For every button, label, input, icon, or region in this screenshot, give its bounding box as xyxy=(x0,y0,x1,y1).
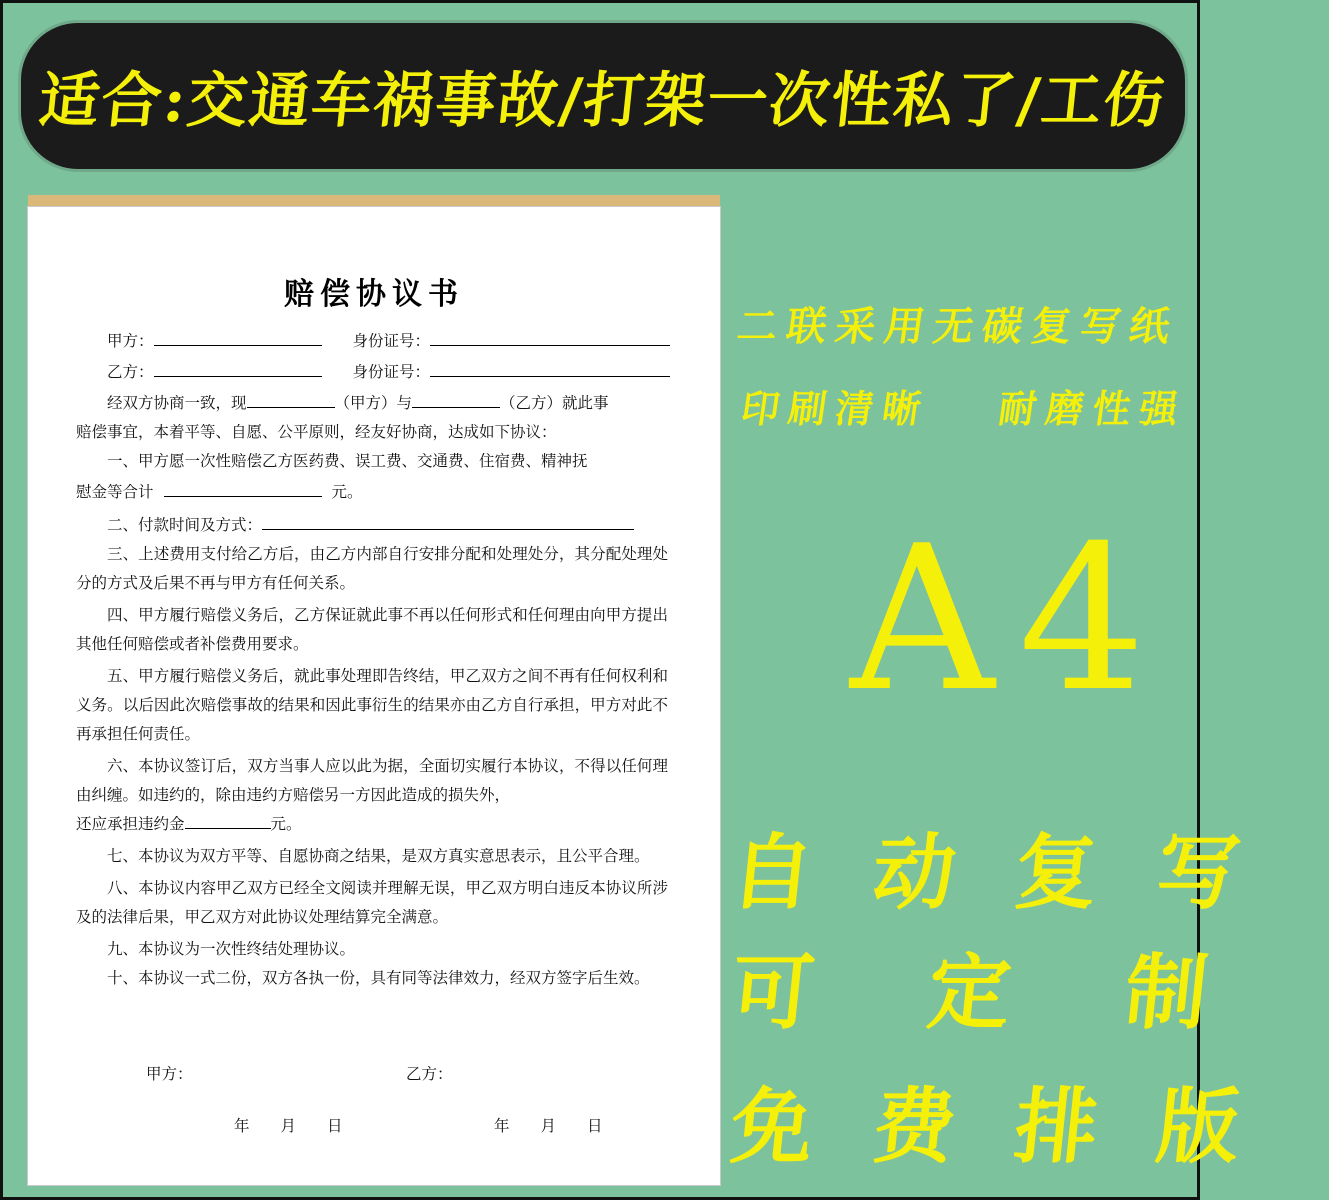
date-party-b: 年 月 日 xyxy=(494,1117,603,1135)
banner xyxy=(18,20,1188,172)
intro-line xyxy=(76,389,668,418)
signature-party-b: 乙方： xyxy=(406,1065,453,1083)
item-10: 十、本协议一式二份，双方各执一份，具有同等法律效力，经双方签字后生效。 xyxy=(107,969,650,987)
paper-binding-strip xyxy=(28,195,720,207)
item-1-unit: 元。 xyxy=(331,483,363,501)
feature-carbonless: 二联采用无碳复写纸 xyxy=(734,303,1182,350)
date-party-a: 年 月 日 xyxy=(234,1117,343,1135)
intro-text-2: （甲方）与 xyxy=(334,394,413,412)
item-6-penalty xyxy=(76,810,668,839)
item-5: 五、甲方履行赔偿义务后，就此事处理即告终结，甲乙双方之间不再有任何权利和义务。以后因此次赔偿事故的结果和因此事衍生的结果亦由乙方自行承担，甲方对此不再承担任何责任。 xyxy=(76,667,668,743)
feature-clear-durable: 印刷清晰 耐磨性强 xyxy=(738,386,1190,431)
intro-line-2: 赔偿事宜，本着平等、自愿、公平原则，经友好协商，达成如下协议： xyxy=(76,423,557,441)
intro-text-3: （乙方）就此事 xyxy=(500,394,609,412)
item-3: 三、上述费用支付给乙方后，由乙方内部自行安排分配和处理处分，其分配处理处分的方式及后果不再与甲方有任何关系。 xyxy=(76,545,668,592)
party-a-row xyxy=(76,327,668,356)
party-b-blank xyxy=(154,358,322,377)
document-title: 赔偿协议书 xyxy=(284,277,464,312)
intro-text-1: 经双方协商一致，现 xyxy=(107,394,247,412)
intro-blank-b xyxy=(412,389,500,408)
promo-customizable: 可定制 xyxy=(726,945,1328,1041)
party-a-id-blank xyxy=(430,327,670,346)
promo-auto-copy: 自动复写 xyxy=(726,825,1305,921)
party-a-blank xyxy=(154,327,322,346)
item-9: 九、本协议为一次性终结处理协议。 xyxy=(107,940,356,958)
party-a-label: 甲方： xyxy=(107,332,154,350)
item-7: 七、本协议为双方平等、自愿协商之结果，是双方真实意思表示，且公平合理。 xyxy=(107,847,650,865)
party-b-label: 乙方： xyxy=(107,363,154,381)
promo-free-layout: 免费排版 xyxy=(726,1079,1305,1175)
item-6-blank xyxy=(185,810,271,829)
item-6-text: 还应承担违约金 xyxy=(76,815,185,833)
item-2-blank xyxy=(262,511,634,530)
item-1-blank xyxy=(164,478,322,497)
item-1-text: 慰金等合计 xyxy=(76,483,154,501)
item-2-line xyxy=(76,511,668,540)
item-2-text: 二、付款时间及方式： xyxy=(107,516,263,534)
item-6-unit: 元。 xyxy=(270,815,302,833)
item-1-line-2 xyxy=(76,478,668,507)
intro-blank-a xyxy=(247,389,335,408)
agreement-paper xyxy=(28,207,720,1185)
signature-party-a: 甲方： xyxy=(146,1065,193,1083)
party-b-id-blank xyxy=(430,358,670,377)
party-b-row xyxy=(76,358,668,387)
party-b-id-label: 身份证号： xyxy=(352,363,431,381)
banner-text: 适合:交通车祸事故/打架一次性私了/工伤 xyxy=(35,66,1170,136)
item-8: 八、本协议内容甲乙双方已经全文阅读并理解无误，甲乙双方明白违反本协议所涉及的法律后果，甲乙双方对此协议处理结算完全满意。 xyxy=(76,879,668,926)
size-label: A4 xyxy=(850,503,1170,736)
item-6: 六、本协议签订后，双方当事人应以此为据，全面切实履行本协议，不得以任何理由纠缠。如违约的，除由违约方赔偿另一方因此造成的损失外， xyxy=(76,757,668,804)
item-4: 四、甲方履行赔偿义务后，乙方保证就此事不再以任何形式和任何理由向甲方提出其他任何赔偿或者补偿费用要求。 xyxy=(76,606,668,653)
party-a-id-label: 身份证号： xyxy=(352,332,431,350)
item-1-line-1: 一、甲方愿一次性赔偿乙方医药费、误工费、交通费、住宿费、精神抚 xyxy=(107,452,588,470)
document-body xyxy=(76,327,668,993)
